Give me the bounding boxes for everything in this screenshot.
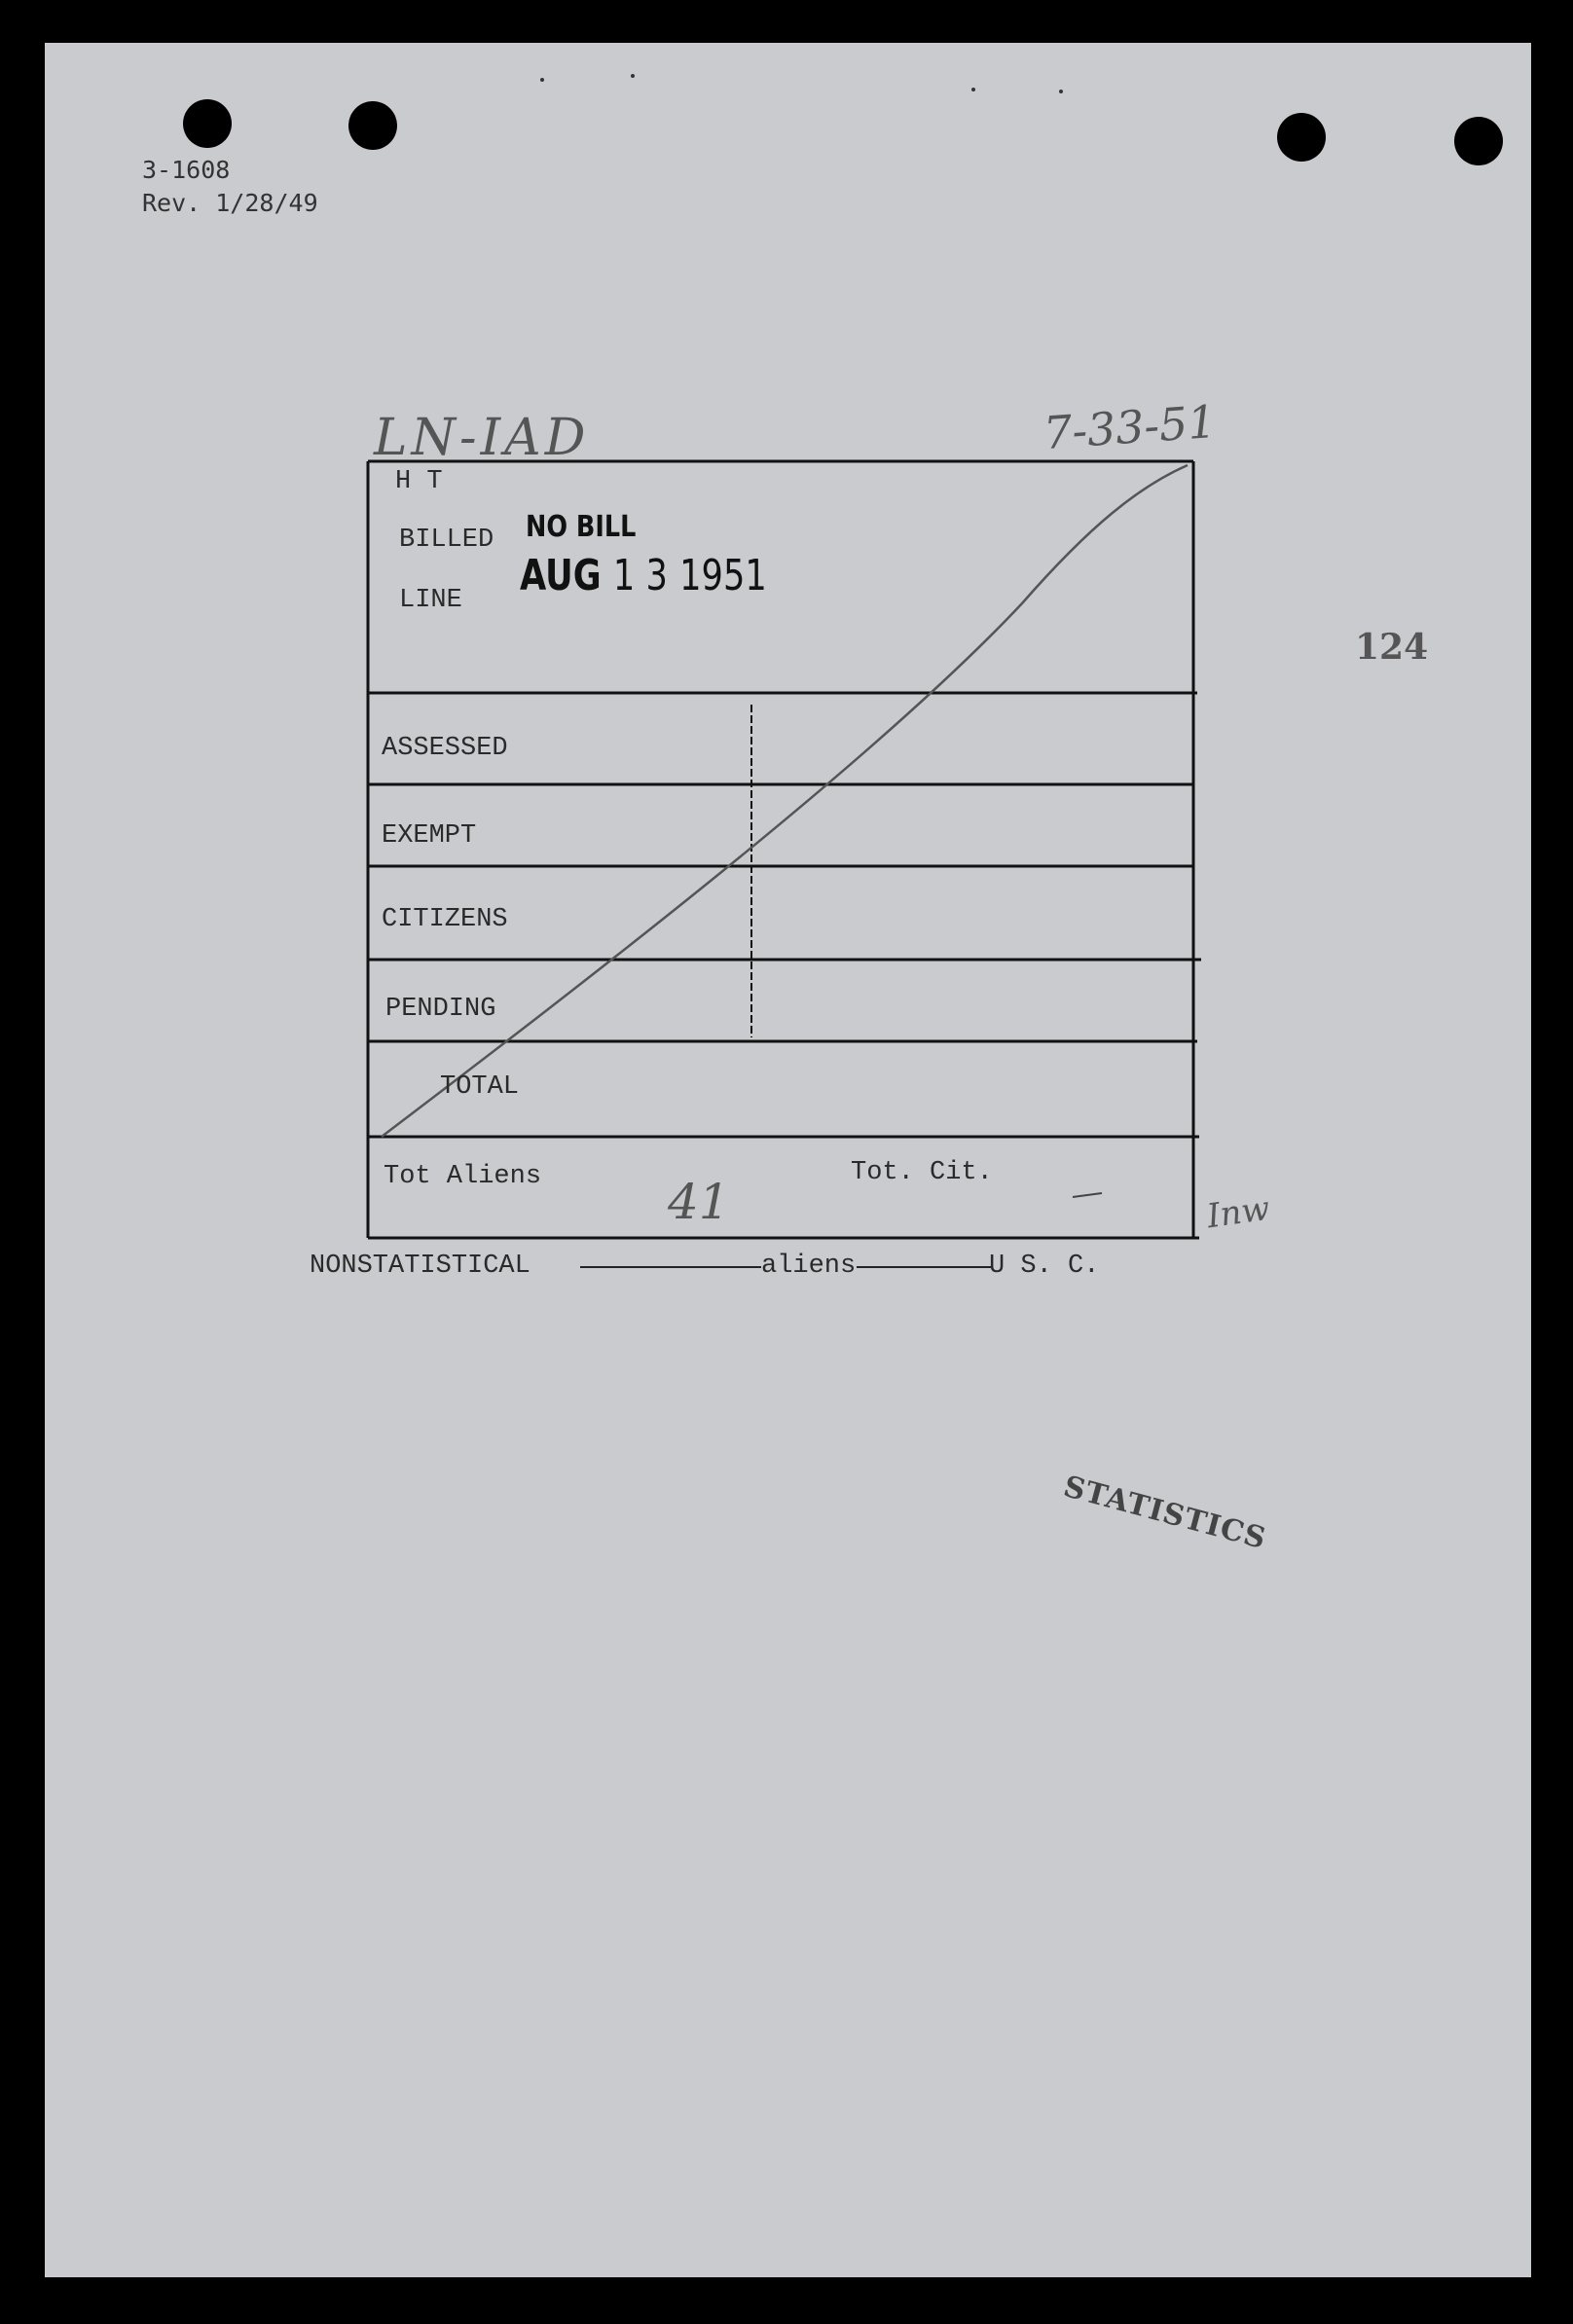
date-stamp-day: 1 3 [612,551,668,600]
page-number: 124 [1355,627,1429,668]
handwritten-top-right: 7-33-51 [1042,394,1219,460]
row-label-exempt: EXEMPT [382,821,477,851]
tot-aliens-label: Tot Aliens [384,1162,542,1191]
row-label-citizens: CITIZENS [382,905,508,934]
billed-label: BILLED [399,526,494,555]
handwritten-top-left: LN-IAD [374,409,590,467]
handwritten-initials: Inw [1204,1188,1272,1237]
nonstatistical-label: NONSTATISTICAL [310,1252,530,1281]
date-stamp-month: AUG [520,551,602,600]
row-label-assessed: ASSESSED [382,734,508,763]
tot-cit-label: Tot. Cit. [851,1158,993,1187]
statistics-stamp: STATISTICS [1059,1470,1270,1557]
form-number-text: 3-1608 [142,156,231,184]
handwritten-count: 41 [668,1174,730,1230]
aliens-label: aliens [761,1252,857,1281]
usc-label: U S. C. [989,1252,1100,1281]
line-label: LINE [399,586,462,615]
date-stamp [520,551,767,600]
form-revision-text: Rev. 1/28/49 [142,189,318,217]
row-label-pending: PENDING [385,995,496,1024]
date-stamp-year: 1951 [679,551,767,600]
strikethrough-line [382,465,1188,1137]
total-label: TOTAL [440,1072,520,1102]
no-bill-stamp: NO BILL [526,510,637,544]
ht-label: H T [395,467,443,496]
